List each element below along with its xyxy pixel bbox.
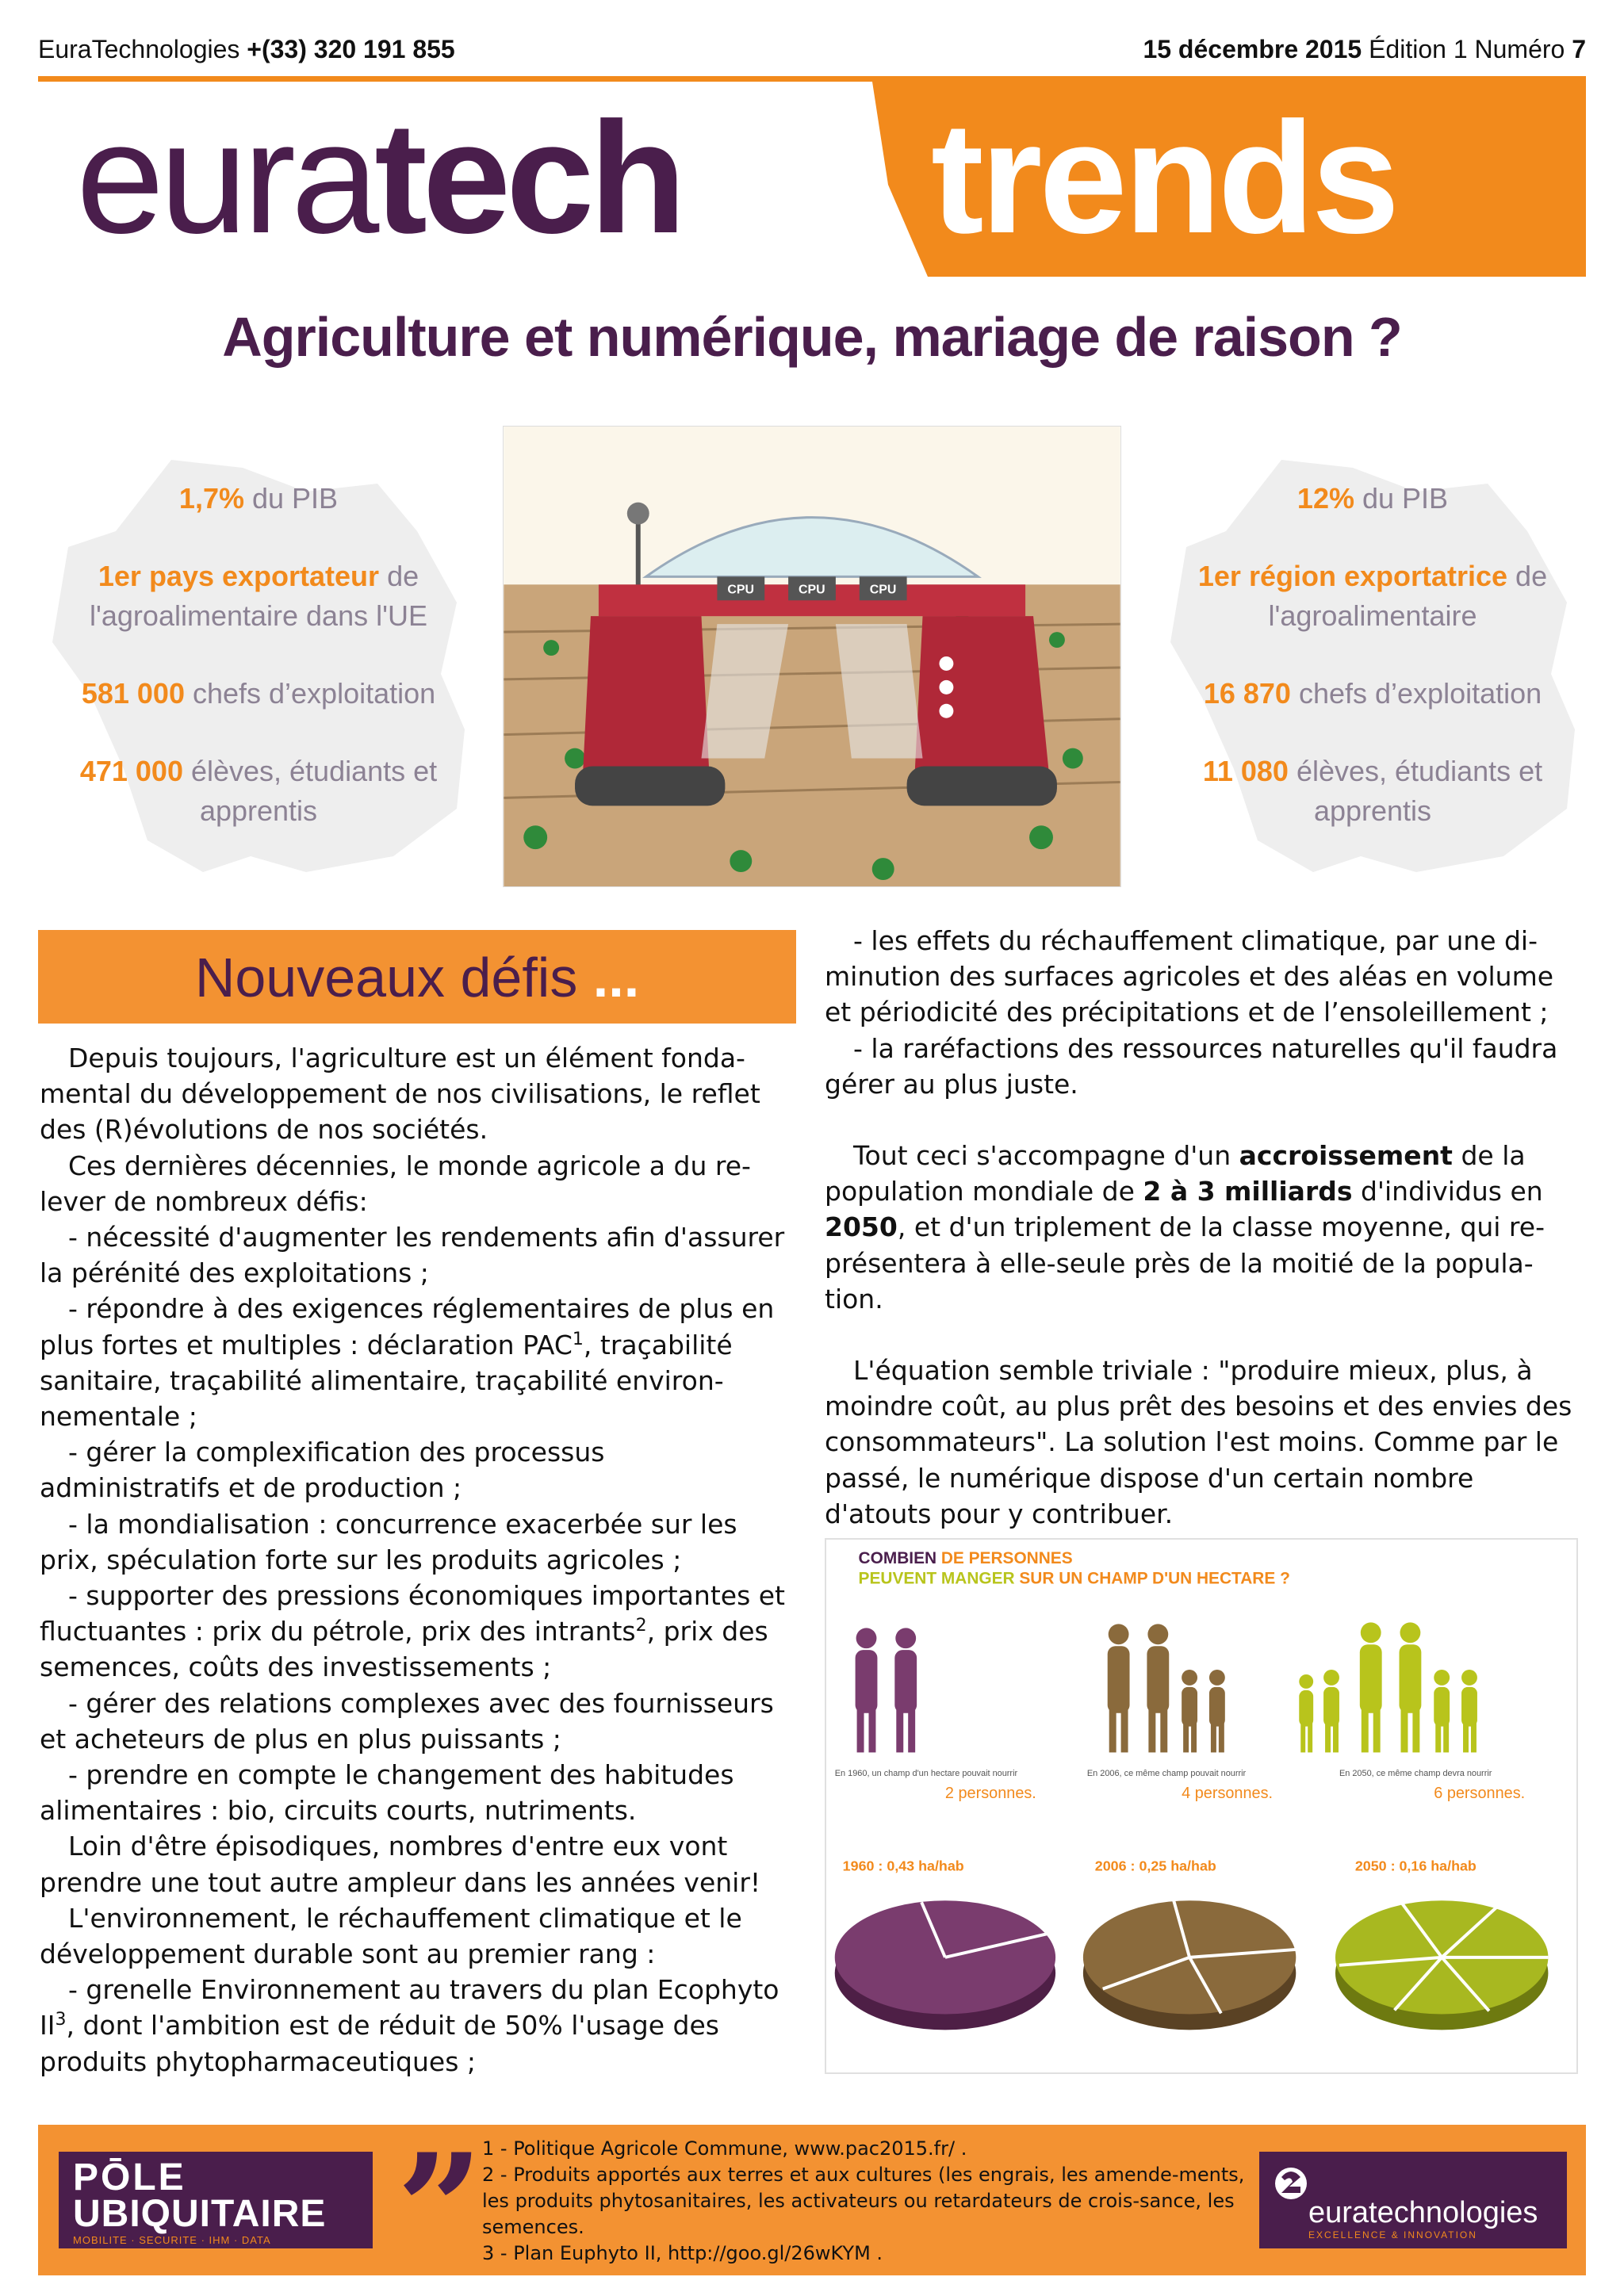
cpu-label: CPU — [727, 583, 755, 597]
cpu-label: CPU — [869, 583, 897, 597]
footnote-link[interactable]: www.pac2015.fr/ . — [794, 2137, 967, 2160]
list-item: - la raréfactions des ressources naturelles qu'il faudra gérer au plus juste. — [825, 1032, 1558, 1100]
et-mark-icon — [1274, 2163, 1308, 2204]
infographic-title-line1: COMBIEN DE PERSONNES — [858, 1548, 1073, 1567]
list-item: - répondre à des exigences réglementaires de plus en plus fortes et multiples : déclaration PAC$^1$, traçabilité sanitaire, traçabilité alimentaire, traçabilité environ-nementale ; — [40, 1293, 775, 1433]
stat-export: 1er région exportatrice de l'agroalimentaire — [1197, 560, 1548, 632]
issue-number: 7 — [1572, 35, 1586, 63]
paragraph: L'équation semble triviale : "produire mieux, plus, à moindre coût, au plus prêt des besoins et des envies des consommateurs". La solution l'est moins. Comme par le passé, le numérique dispose d'un certain nombre d'atouts pour y contribuer. — [825, 1355, 1572, 1529]
article-column-right — [825, 923, 1578, 1532]
list-item: - grenelle Environnement au travers du plan Ecophyto $II^3$, dont l'ambition est de réduit de 50% l'usage des produits phytopharmaceutiques ; — [40, 1974, 779, 2077]
footnote-1: 1 - Politique Agricole Commune, www.pac2015.fr/ . — [482, 2137, 967, 2160]
header-bar — [38, 35, 1586, 67]
issue-info — [1143, 35, 1586, 64]
list-item: - supporter des pressions économiques importantes et fluctuantes : prix du pétrole, prix des intrants$^2$, prix des semences, coûts des investissements ; — [40, 1580, 785, 1683]
logo-trends: trends — [931, 90, 1397, 266]
desc-2050: En 2050, ce même champ devra nourrir — [1339, 1769, 1492, 1779]
stats-france — [52, 479, 465, 869]
list-item: - les effets du réchauffement climatique, par une di-minution des surfaces agricoles et des aléas en volume et périodicité des précipitations et de l’ensoleillement ; — [825, 925, 1554, 1028]
big-2050: 6 personnes. — [1434, 1785, 1526, 1803]
stat-students: 471 000 élèves, étudiants et apprentis — [79, 755, 438, 827]
stat-pib: 1,7% du PIB — [178, 482, 339, 515]
list-item: - nécessité d'augmenter les rendements afin d'assurer la pérénité des exploitations ; — [40, 1222, 785, 1289]
stat-export: 1er pays exportateur de l'agroalimentaire dans l'UE — [90, 560, 427, 632]
page-title: Agriculture et numérique, mariage de raison ? — [222, 306, 1402, 368]
paragraph: Tout ceci s'accompagne d'un accroissement de la population mondiale de 2 à 3 milliards d'individus en 2050, et d'un triplement de la classe moyenne, qui re-présentera à elle-seule près de la moitié de la popula-tion. — [825, 1140, 1545, 1314]
robot-farm-illustration — [503, 426, 1121, 887]
stat-farmers: 16 870 chefs d’exploitation — [1203, 677, 1542, 710]
hectare-infographic — [825, 1538, 1578, 2074]
paragraph: Loin d'être épisodiques, nombres d'entre eux vont prendre une tout autre ampleur dans les années venir! — [40, 1831, 761, 1898]
pole-ubiquitaire-logo: PŌLE UBIQUITAIRE MOBILITE · SECURITE · IHM · DATA — [59, 2152, 373, 2248]
logo-euratech: euratech — [76, 90, 682, 266]
pie-2006 — [1083, 1900, 1296, 2030]
section-banner — [38, 930, 796, 1024]
top-rule — [38, 76, 1586, 82]
footnote-3: 3 - Plan Euphyto II, http://goo.gl/26wKYM . — [482, 2242, 883, 2264]
masthead — [38, 82, 1586, 277]
org-name: EuraTechnologies — [38, 35, 247, 63]
stat-students: 11 080 élèves, étudiants et apprentis — [1202, 755, 1543, 827]
pie-1960 — [835, 1900, 1055, 2030]
stats-region — [1170, 479, 1575, 869]
list-item: - prendre en compte le changement des habitudes alimentaires : bio, circuits courts, nutriments. — [40, 1759, 734, 1827]
quote-icon: ” — [396, 2121, 484, 2296]
paragraph: Depuis toujours, l'agriculture est un élément fonda-mental du développement de nos civilisations, le reflet des (R)évolutions de nos sociétés. — [40, 1043, 760, 1146]
infographic-title-line2: PEUVENT MANGER SUR UN CHAMP D'UN HECTARE ? — [858, 1569, 1290, 1588]
issue-date: 15 décembre 2015 — [1143, 35, 1362, 63]
phone-number: +(33) 320 191 855 — [247, 35, 455, 63]
people-2006-icon — [1108, 1624, 1225, 1752]
stat-pib: 12% du PIB — [1297, 482, 1449, 515]
paragraph: L'environnement, le réchauffement climatique et le développement durable sont au premier rang : — [40, 1902, 742, 1970]
contact-info — [38, 35, 455, 64]
desc-2006: En 2006, ce même champ pouvait nourrir — [1086, 1769, 1247, 1779]
footnotes — [482, 2136, 1259, 2267]
people-1960-icon — [856, 1628, 917, 1752]
big-2006: 4 personnes. — [1182, 1785, 1274, 1803]
desc-1960: En 1960, un champ d'un hectare pouvait nourrir — [834, 1769, 1018, 1779]
list-item: - la mondialisation : concurrence exacerbée sur les prix, spéculation forte sur les produits agricoles ; — [40, 1508, 737, 1575]
pie-2050 — [1335, 1900, 1548, 2030]
label-2050: 2050 : 0,16 ha/hab — [1354, 1858, 1477, 1874]
big-1960: 2 personnes. — [944, 1785, 1036, 1803]
cpu-label: CPU — [799, 583, 825, 597]
article-column-left — [40, 1040, 793, 2080]
euratechnologies-logo: euratechnologies EXCELLENCE & INNOVATION — [1259, 2152, 1567, 2248]
label-1960: 1960 : 0,43 ha/hab — [842, 1858, 964, 1874]
list-item: - gérer des relations complexes avec des fournisseurs et acheteurs de plus en plus puissants ; — [40, 1687, 774, 1755]
footer — [38, 2121, 1586, 2296]
footnote-2: 2 - Produits apportés aux terres et aux cultures (les engrais, les amende-ments, les produits phytosanitaires, les activateurs ou retardateurs de crois-sance, les semences. — [482, 2164, 1245, 2238]
paragraph: Ces dernières décennies, le monde agricole a du re-lever de nombreux défis: — [40, 1150, 751, 1217]
list-item: - gérer la complexification des processus administratifs et de production ; — [40, 1437, 605, 1504]
issue-edition: Édition 1 Numéro — [1362, 35, 1572, 63]
section-title: Nouveaux défis ... — [194, 947, 640, 1008]
stat-farmers: 581 000 chefs d’exploitation — [81, 677, 436, 710]
people-2050-icon — [1299, 1622, 1477, 1752]
label-2006: 2006 : 0,25 ha/hab — [1094, 1858, 1216, 1874]
